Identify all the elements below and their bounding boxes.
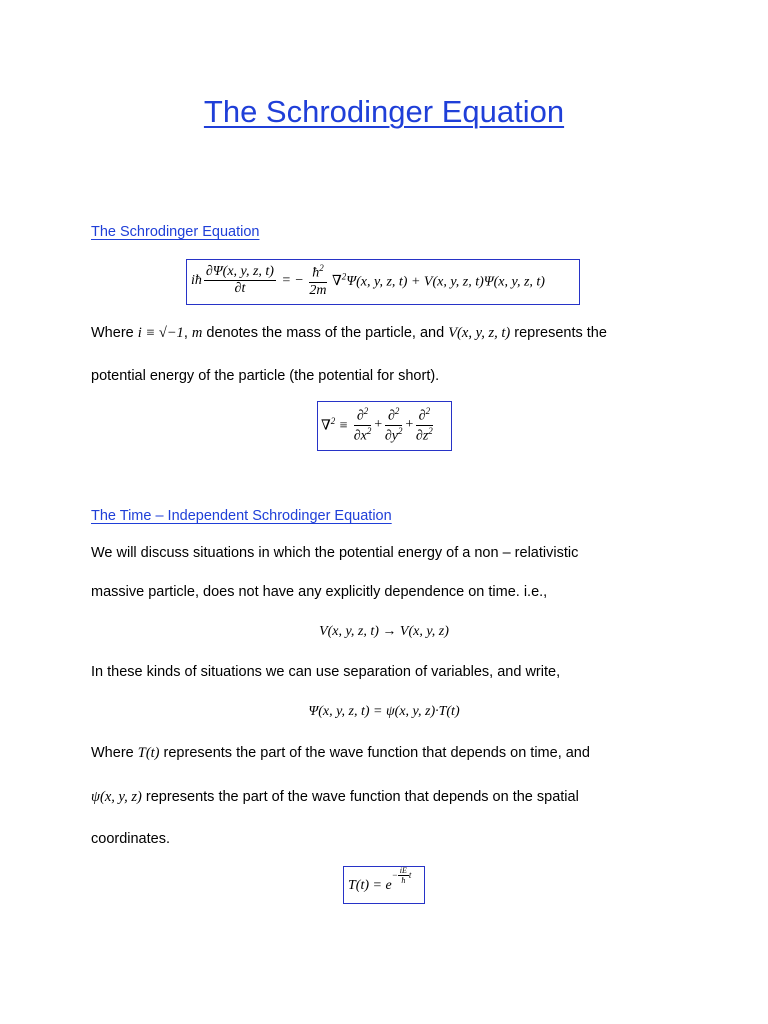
paragraph-psi-spatial: ψ(x, y, z) represents the part of the wave function that depends on the spatial — [91, 789, 579, 805]
paragraph-discuss-situations: We will discuss situations in which the potential energy of a non – relativistic — [91, 545, 579, 561]
time-part-equation-box: $T(t) = e^{- \frac{iE}{ħ} t}$ — [343, 866, 425, 904]
paragraph-separation-of-variables: In these kinds of situations we can use separation of variables, and write, — [91, 664, 561, 680]
page-title: The Schrodinger Equation — [203, 94, 565, 129]
paragraph-coordinates: coordinates. — [91, 831, 170, 847]
paragraph-massive-particle: massive particle, does not have any explicitly dependence on time. i.e., — [91, 584, 548, 600]
schrodinger-equation-box: iħ $\frac{\partial\Psi(x, y, z, t)}{\partial t}$ = − $\frac{ħ^2}{2m}$ ∇$^2$Ψ(x, y, z, t) + V(x, y, z, t)Ψ(x, y, z, t) — [186, 259, 580, 305]
laplacian-equation-box: ∇$^2$ ≡ $\frac{\partial^2}{\partial x^2}$ + $\frac{\partial^2}{\partial y^2}$ + $\frac{\partial^2}{\partial z^2}$ — [317, 401, 452, 451]
section-heading-time-independent: The Time – Independent Schrodinger Equation — [91, 508, 392, 524]
section-heading-schrodinger: The Schrodinger Equation — [91, 224, 260, 240]
paragraph-where-T: Where T(t) represents the part of the wave function that depends on time, and — [91, 745, 590, 761]
paragraph-potential-energy: potential energy of the particle (the potential for short). — [91, 368, 440, 384]
equation-potential-time-independent: V(x, y, z, t) → V(x, y, z) — [319, 624, 449, 639]
paragraph-where-i: Where i ≡ √−1, m denotes the mass of the particle, and V(x, y, z, t) represents the — [91, 325, 607, 341]
equation-separation: Ψ(x, y, z, t) = ψ(x, y, z)·T(t) — [308, 704, 460, 719]
